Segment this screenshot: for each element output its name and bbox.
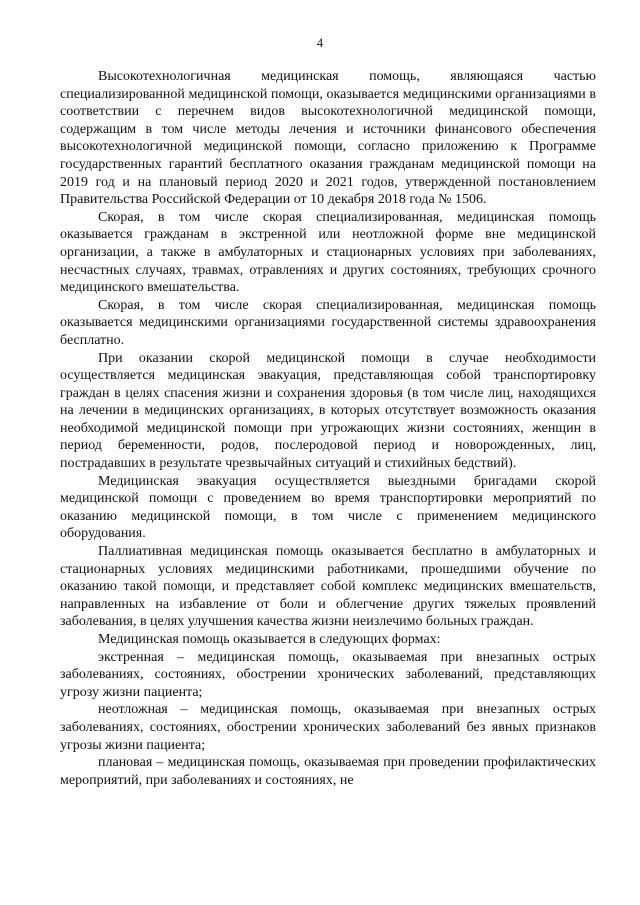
paragraph-form-emergency: экстренная – медицинская помощь, оказываемая при внезапных острых заболеваниях, состояниях, обострении хронических заболеваний, представляющих угрозу жизни пациента;	[60, 649, 596, 700]
paragraph-high-tech-care: Высокотехнологичная медицинская помощь, являющаяся частью специализированной медицинской помощи, оказывается медицинскими организациями в соответствии с перечнем видов высокотехнологичной медицинской помощи, содержащим в том числе методы лечения и источники финансового обеспечения высокотехнологичной медицинской помощи, согласно приложению к Программе государственных гарантий бесплатного оказания гражданам медицинской помощи на 2019 год и на плановый период 2020 и 2021 годов, утвержденной постановлением Правительства Российской Федерации от 10 декабря 2018 года № 1506.	[60, 69, 596, 208]
paragraph-emergency-care-free: Скорая, в том числе скорая специализированная, медицинская помощь оказывается медицинскими организациями государственной системы здравоохранения бесплатно.	[60, 297, 596, 348]
paragraph-medical-evacuation: При оказании скорой медицинской помощи в случае необходимости осуществляется медицинская эвакуация, представляющая собой транспортировку граждан в целях спасения жизни и сохранения здоровья (в том числе лиц, находящихся на лечении в медицинских организациях, в которых отсутствует возможность оказания необходимой медицинской помощи при угрожающих жизни состояниях, женщин в период беременности, родов, послеродовой период и новорожденных, лиц, пострадавших в результате чрезвычайных ситуаций и стихийных бедствий).	[60, 350, 596, 472]
paragraph-evacuation-teams: Медицинская эвакуация осуществляется выездными бригадами скорой медицинской помощи с проведением во время транспортировки мероприятий по оказанию медицинской помощи, в том числе с применением медицинского оборудования.	[60, 473, 596, 542]
paragraph-form-planned: плановая – медицинская помощь, оказываемая при проведении профилактических мероприятий, при заболеваниях и состояниях, не	[60, 755, 596, 788]
document-body	[60, 68, 596, 789]
paragraph-palliative-care: Паллиативная медицинская помощь оказывается бесплатно в амбулаторных и стационарных условиях медицинскими работниками, прошедшими обучение по оказанию такой помощи, и представляет собой комплекс медицинских вмешательств, направленных на избавление от боли и облегчение других тяжелых проявлений заболевания, в целях улучшения качества жизни неизлечимо больных граждан.	[60, 544, 596, 630]
paragraph-care-forms-intro: Медицинская помощь оказывается в следующих формах:	[98, 632, 441, 647]
page-number: 4	[316, 36, 324, 50]
paragraph-emergency-care: Скорая, в том числе скорая специализированная, медицинская помощь оказывается гражданам в экстренной или неотложной форме вне медицинской организации, а также в амбулаторных и стационарных условиях при заболеваниях, несчастных случаях, травмах, отравлениях и других состояниях, требующих срочного медицинского вмешательства.	[60, 209, 596, 296]
paragraph-form-urgent: неотложная – медицинская помощь, оказываемая при внезапных острых заболеваниях, состояниях, обострении хронических заболеваний без явных признаков угрозы жизни пациента;	[60, 702, 596, 753]
